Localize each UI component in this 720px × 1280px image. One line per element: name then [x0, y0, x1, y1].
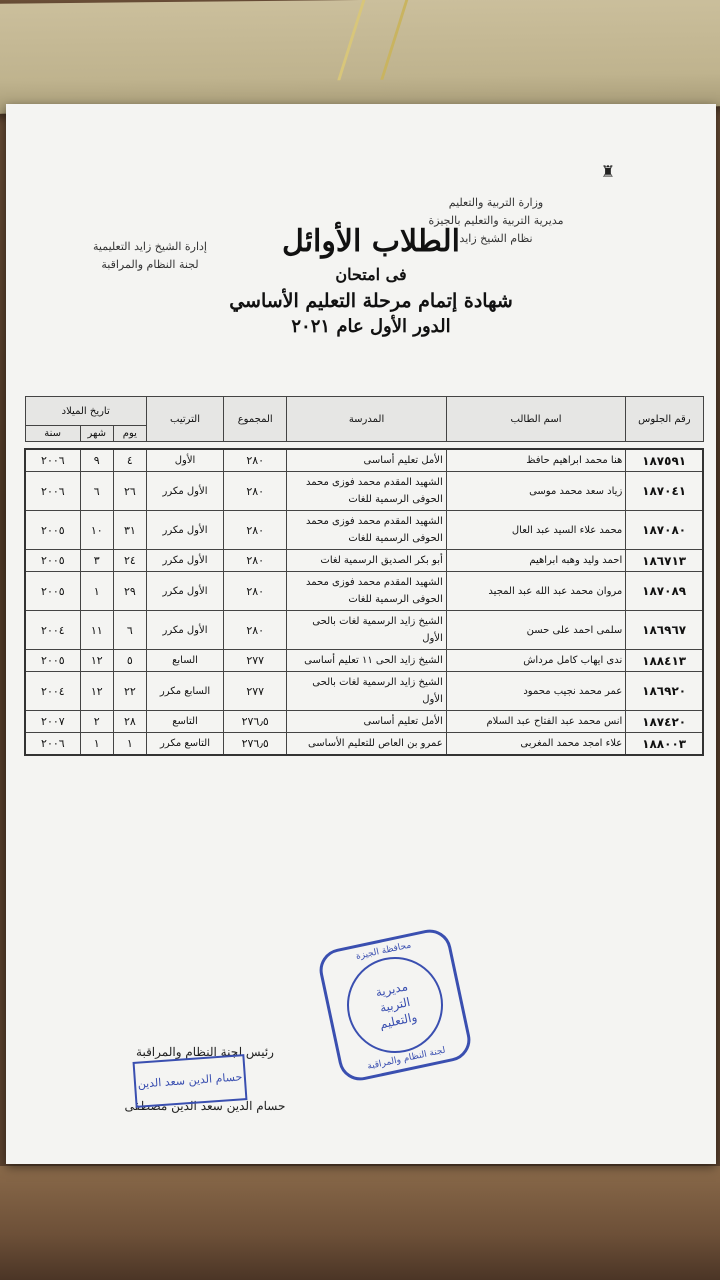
school-cell: الشيخ زايد الرسمية لغات بالحى الأول [287, 611, 446, 650]
administration-name: إدارة الشيخ زايد التعليمية [93, 240, 207, 253]
birth-day-cell: ٢٨ [113, 711, 146, 733]
total-cell: ٢٨٠ [224, 449, 287, 472]
student-name-cell: زياد سعد محمد موسى [446, 472, 626, 511]
birth-year-cell: ٢٠٠٦ [25, 472, 80, 511]
seat-number-cell: ١٨٨٤١٣ [626, 650, 703, 672]
birth-month-cell: ٢ [80, 711, 113, 733]
header-year: سنة [25, 426, 80, 442]
student-name-cell: انس محمد عبد الفتاح عبد السلام [446, 711, 626, 733]
committee-name: لجنة النظام والمراقبة [101, 258, 199, 271]
directorate-seal [316, 926, 475, 1085]
birth-month-cell: ١٠ [80, 511, 113, 550]
birth-day-cell: ٤ [113, 449, 146, 472]
school-cell: الشهيد المقدم محمد فوزى محمد الحوفى الرسمية للغات [287, 472, 446, 511]
seat-number-cell: ١٨٦٧١٣ [626, 550, 703, 572]
birth-year-cell: ٢٠٠٦ [25, 733, 80, 756]
header-seat: رقم الجلوس [626, 397, 703, 442]
binding-string [337, 0, 408, 80]
signature-stamp-text: حسام الدين سعد الدين [137, 1070, 243, 1091]
total-cell: ٢٨٠ [224, 572, 287, 611]
seal-center [338, 948, 452, 1062]
birth-month-cell: ٩ [80, 449, 113, 472]
rank-cell: الأول مكرر [146, 611, 223, 650]
birth-day-cell: ١ [113, 733, 146, 756]
total-cell: ٢٨٠ [224, 511, 287, 550]
birth-day-cell: ٥ [113, 650, 146, 672]
directorate-name: مديرية التربية والتعليم بالجيزة [428, 214, 564, 227]
table-row [25, 472, 703, 511]
rank-cell: السابع [146, 650, 223, 672]
total-cell: ٢٧٦٫٥ [224, 733, 287, 756]
rank-cell: السابع مكرر [146, 672, 223, 711]
student-name-cell: سلمى احمد على حسن [446, 611, 626, 650]
header-rank: الترتيب [146, 397, 223, 442]
seal-line3: والتعليم [378, 1009, 419, 1032]
birth-year-cell: ٢٠٠٤ [25, 672, 80, 711]
seat-number-cell: ١٨٧٠٨٩ [626, 572, 703, 611]
school-cell: الأمل تعليم أساسى [287, 711, 446, 733]
school-cell: الشيخ زايد الرسمية لغات بالحى الأول [287, 672, 446, 711]
school-cell: أبو بكر الصديق الرسمية لغات [287, 550, 446, 572]
birth-month-cell: ١ [80, 733, 113, 756]
student-name-cell: علاء امجد محمد المغربى [446, 733, 626, 756]
seal-line1: مديرية [374, 979, 410, 1000]
school-cell: الشهيد المقدم محمد فوزى محمد الحوفى الرسمية للغات [287, 572, 446, 611]
total-cell: ٢٨٠ [224, 611, 287, 650]
birth-day-cell: ٢٢ [113, 672, 146, 711]
birth-month-cell: ٦ [80, 472, 113, 511]
birth-month-cell: ٣ [80, 550, 113, 572]
birth-year-cell: ٢٠٠٥ [25, 650, 80, 672]
school-cell: الشيخ زايد الحى ١١ تعليم أساسى [287, 650, 446, 672]
birth-month-cell: ١٢ [80, 672, 113, 711]
total-cell: ٢٧٧ [224, 672, 287, 711]
seat-number-cell: ١٨٨٠٠٣ [626, 733, 703, 756]
header-school: المدرسة [287, 397, 446, 442]
eagle-emblem-icon: ♜ [600, 162, 616, 181]
table-row [25, 611, 703, 650]
birth-day-cell: ٦ [113, 611, 146, 650]
table-row [25, 733, 703, 756]
signatory-title: رئيس لجنة النظام والمراقبة [136, 1045, 274, 1059]
title-session: الدور الأول عام ٢٠٢١ [291, 316, 451, 337]
total-cell: ٢٨٠ [224, 472, 287, 511]
rank-cell: الأول مكرر [146, 572, 223, 611]
rank-cell: التاسع مكرر [146, 733, 223, 756]
birth-day-cell: ٢٤ [113, 550, 146, 572]
school-cell: عمرو بن العاص للتعليم الأساسى [287, 733, 446, 756]
title-exam: فى امتحان [335, 265, 407, 284]
results-sheet [6, 104, 716, 1164]
seal-ring-bottom: لجنة النظام والمراقبة [366, 1045, 447, 1072]
rank-cell: الأول [146, 449, 223, 472]
birth-month-cell: ١ [80, 572, 113, 611]
seat-number-cell: ١٨٦٩٢٠ [626, 672, 703, 711]
birth-year-cell: ٢٠٠٧ [25, 711, 80, 733]
title-certificate: شهادة إتمام مرحلة التعليم الأساسي [229, 290, 513, 312]
seal-ring-top: محافظة الجيزة [355, 940, 413, 962]
seat-number-cell: ١٨٧٠٤١ [626, 472, 703, 511]
desk-edge [0, 1166, 720, 1280]
student-name-cell: عمر محمد نجيب محمود [446, 672, 626, 711]
birth-year-cell: ٢٠٠٥ [25, 511, 80, 550]
total-cell: ٢٨٠ [224, 550, 287, 572]
top-students-table [24, 396, 704, 756]
birth-month-cell: ١١ [80, 611, 113, 650]
student-name-cell: هنا محمد ابراهيم حافظ [446, 449, 626, 472]
total-cell: ٢٧٦٫٥ [224, 711, 287, 733]
table-body [25, 449, 703, 755]
page-title: الطلاب الأوائل [281, 224, 460, 259]
signatory-name: حسام الدين سعد الدين مصطفى [124, 1099, 286, 1113]
table-row [25, 672, 703, 711]
ministry-name: وزارة التربية والتعليم [448, 196, 544, 209]
signature-stamp [133, 1054, 248, 1108]
birth-year-cell: ٢٠٠٤ [25, 611, 80, 650]
seat-number-cell: ١٨٧٤٢٠ [626, 711, 703, 733]
birth-month-cell: ١٢ [80, 650, 113, 672]
birth-year-cell: ٢٠٠٥ [25, 550, 80, 572]
header-total: المجموع [224, 397, 287, 442]
student-name-cell: مروان محمد عبد الله عبد المجيد [446, 572, 626, 611]
birth-year-cell: ٢٠٠٥ [25, 572, 80, 611]
header-name: اسم الطالب [446, 397, 626, 442]
header-day: يوم [113, 426, 146, 442]
birth-year-cell: ٢٠٠٦ [25, 449, 80, 472]
header-month: شهر [80, 426, 113, 442]
birth-day-cell: ٢٩ [113, 572, 146, 611]
birth-day-cell: ٢٦ [113, 472, 146, 511]
table-row [25, 449, 703, 472]
seal-line2: التربية [378, 994, 412, 1016]
table-row [25, 511, 703, 550]
table-row [25, 650, 703, 672]
birth-day-cell: ٣١ [113, 511, 146, 550]
student-name-cell: محمد علاء السيد عبد العال [446, 511, 626, 550]
system-name: نظام الشيخ زايد [459, 232, 533, 245]
school-cell: الشهيد المقدم محمد فوزى محمد الحوفى الرسمية للغات [287, 511, 446, 550]
seat-number-cell: ١٨٦٩٦٧ [626, 611, 703, 650]
table-row [25, 550, 703, 572]
rank-cell: الأول مكرر [146, 550, 223, 572]
document-titles [206, 224, 536, 341]
table-row [25, 572, 703, 611]
rank-cell: التاسع [146, 711, 223, 733]
paper-stack-background [0, 0, 720, 114]
rank-cell: الأول مكرر [146, 511, 223, 550]
header-dob: تاريخ الميلاد [25, 397, 146, 426]
school-cell: الأمل تعليم أساسى [287, 449, 446, 472]
seat-number-cell: ١٨٧٥٩١ [626, 449, 703, 472]
total-cell: ٢٧٧ [224, 650, 287, 672]
student-name-cell: احمد وليد وهبه ابراهيم [446, 550, 626, 572]
rank-cell: الأول مكرر [146, 472, 223, 511]
table-row [25, 711, 703, 733]
seat-number-cell: ١٨٧٠٨٠ [626, 511, 703, 550]
student-name-cell: ندى ايهاب كامل مرداش [446, 650, 626, 672]
